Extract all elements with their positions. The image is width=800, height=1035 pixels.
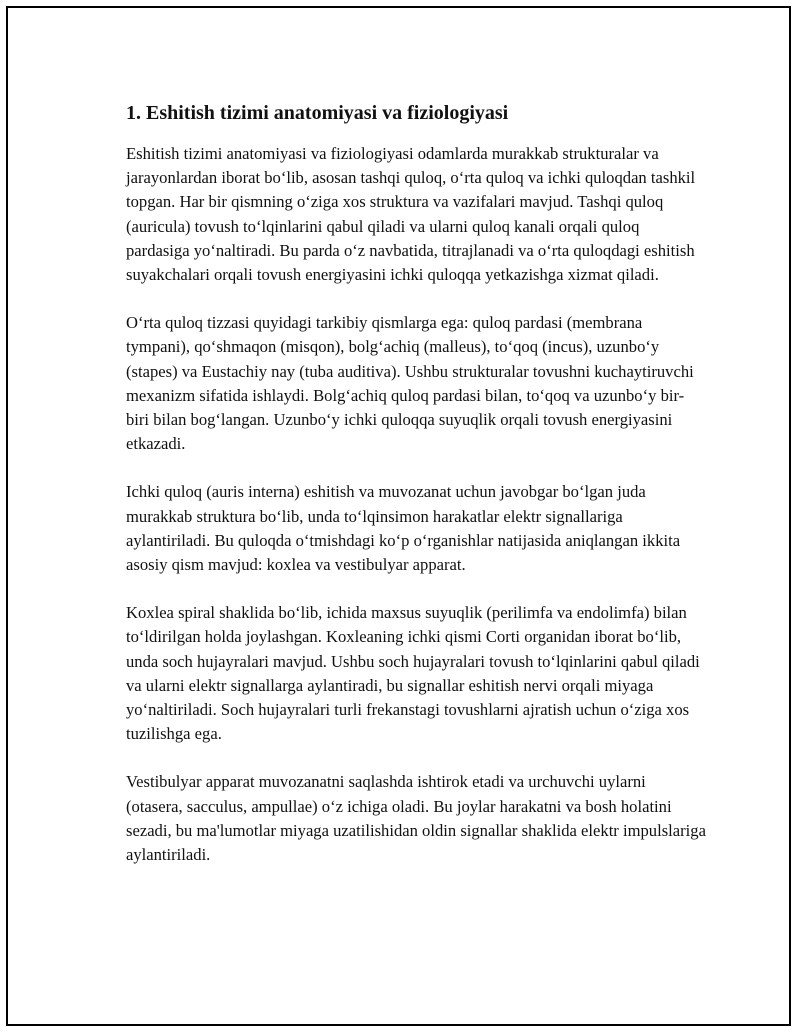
page-frame [6,6,791,1026]
section-heading: 1. Eshitish tizimi anatomiyasi va fiziologiyasi [126,102,509,124]
paragraph-3: Ichki quloq (auris interna) eshitish va muvozanat uchun javobgar bo‘lgan juda murakkab struktura bo‘lib, unda to‘lqinsimon harakatlar elektr signallariga aylantiriladi. Bu quloqda o‘tmishdagi ko‘p o‘rganishlar natijasida aniqlangan ikkita asosiy qism mavjud: koxlea va vestibulyar apparat. [126,482,681,575]
paragraph-1: Eshitish tizimi anatomiyasi va fiziologiyasi odamlarda murakkab strukturalar va jarayonlardan iborat bo‘lib, asosan tashqi quloq, o‘rta quloq va ichki quloqdan tashkil topgan. Har bir qismning o‘ziga xos struktura va vazifalari mavjud. Tashqi quloq (auricula) tovush to‘lqinlarini qabul qiladi va ularni quloq kanali orqali quloq pardasiga yo‘naltiradi. Bu parda o‘z navbatida, titrajlanadi va o‘rta quloqdagi eshitish suyakchalari orqali tovush energiyasini ichki quloqqa yetkazishga xizmat qiladi. [126,144,696,285]
paragraph-2: O‘rta quloq tizzasi quyidagi tarkibiy qismlarga ega: quloq pardasi (membrana tympani), qo‘shmaqon (misqon), bolg‘achiq (malleus), to‘qoq (incus), uzunbo‘y (stapes) va Eustachiy nay (tuba auditiva). Ushbu strukturalar tovushni kuchaytiruvchi mexanizm sifatida ishlaydi. Bolg‘achiq quloq pardasi bilan, to‘qoq va uzunbo‘y bir-biri bilan bog‘langan. Uzunbo‘y ichki quloqqa suyuqlik orqali tovush energiyasini etkazadi. [126,313,694,454]
paragraph-4: Koxlea spiral shaklida bo‘lib, ichida maxsus suyuqlik (perilimfa va endolimfa) bilan to‘ldirilgan holda joylashgan. Koxleaning ichki qismi Corti organidan iborat bo‘lib, unda soch hujayralari mavjud. Ushbu soch hujayralari tovush to‘lqinlarini qabul qiladi va ularni elektr signallarga aylantiradi, bu signallar eshitish nervi orqali miyaga yo‘naltiriladi. Soch hujayralari turli frekanstagi tovushlarni ajratish uchun o‘ziga xos tuzilishga ega. [126,603,700,744]
paragraph-5: Vestibulyar apparat muvozanatni saqlashda ishtirok etadi va urchuvchi uylarni (otasera, sacculus, ampullae) o‘z ichiga oladi. Bu joylar harakatni va bosh holatini sezadi, bu ma'lumotlar miyaga uzatilishidan oldin signallar shaklida elektr impulslariga aylantiriladi. [126,772,706,865]
document-body [126,100,706,891]
